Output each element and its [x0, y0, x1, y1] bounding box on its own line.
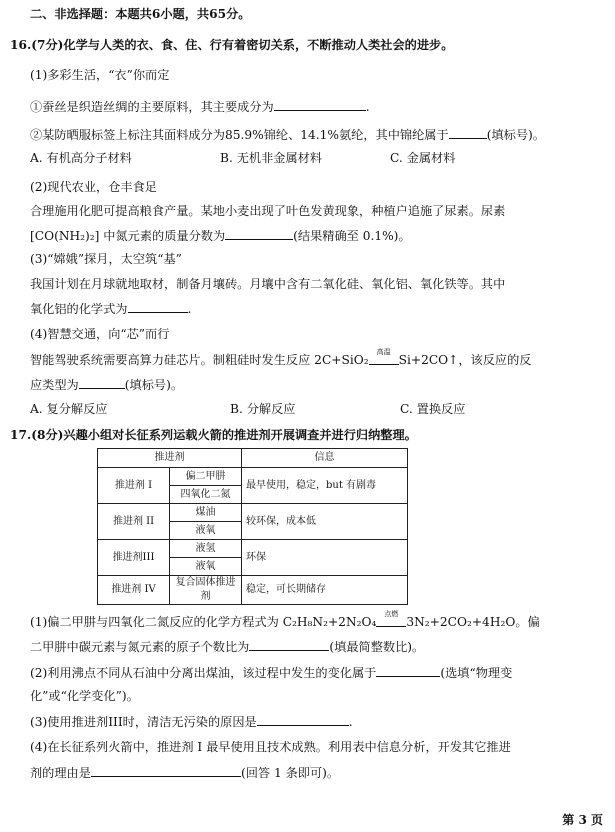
table-row: [98, 576, 408, 605]
propellant-name: 推进剂 II: [98, 504, 170, 540]
answer-blank[interactable]: [257, 713, 349, 726]
q16-p4-options: [30, 401, 603, 417]
answer-blank[interactable]: [225, 227, 293, 240]
propellant-info: 稳定，可长期储存: [242, 576, 408, 605]
answer-blank[interactable]: [376, 664, 440, 677]
table-row: [98, 468, 408, 486]
answer-blank[interactable]: [91, 764, 241, 777]
propellant-info: 最早使用，稳定，but 有剧毒: [242, 468, 408, 504]
option-a: A. 复分解反应: [30, 402, 108, 416]
page-number: 第 3 页: [562, 813, 603, 827]
table-header-row: [98, 449, 408, 468]
option-a: A. 有机高分子材料: [30, 151, 132, 165]
q16-p4-line2: 应类型为 (填标号)。: [30, 378, 184, 392]
propellant-item: 煤油: [170, 504, 242, 522]
q17-header: 17.(8分)兴趣小组对长征系列运载火箭的推进剂开展调查并进行归纳整理。: [10, 428, 417, 442]
q17-q2-line2: 化”或“化学变化”)。: [30, 689, 139, 703]
propellant-info: 环保: [242, 540, 408, 576]
answer-blank[interactable]: [274, 98, 366, 111]
reaction-arrow: 点燃: [376, 614, 406, 630]
option-b: B. 分解反应: [230, 402, 296, 416]
propellant-info: 较环保，成本低: [242, 504, 408, 540]
propellant-item: 液氢: [170, 540, 242, 558]
propellant-item: 液氧: [170, 522, 242, 540]
table-row: [98, 504, 408, 522]
q16-header: 16.(7分)化学与人类的衣、食、住、行有着密切关系，不断推动人类社会的进步。: [10, 38, 454, 52]
propellant-item: 复合固体推进剂: [170, 576, 242, 605]
table-row: [98, 540, 408, 558]
q16-p1-title: (1)多彩生活，“衣”你而定: [30, 68, 170, 82]
section-title: 二、非选择题：本题共6小题，共65分。: [30, 7, 251, 21]
q17-q2-line1: (2)利用沸点不同从石油中分离出煤油，该过程中发生的变化属于 (选填“物理变: [30, 666, 513, 680]
q17-q4-line2: 剂的理由是 (回答 1 条即可)。: [30, 766, 340, 780]
q17-q1-line2: 二甲肼中碳元素与氮元素的原子个数比为 (填最简整数比)。: [30, 640, 425, 654]
table-header-info: 信息: [242, 449, 408, 468]
reaction-arrow: 高温: [369, 352, 399, 368]
q16-p3-line2: 氧化铝的化学式为 .: [30, 302, 192, 316]
q16-p1-options: [30, 150, 603, 166]
q16-p3-title: (3)“嫦娥”探月，太空筑“基”: [30, 252, 182, 266]
propellant-name: 推进剂 IV: [98, 576, 170, 605]
q16-p2-title: (2)现代农业，仓丰食足: [30, 180, 157, 194]
q17-q4-line1: (4)在长征系列火箭中，推进剂 I 最早使用且技术成熟。利用表中信息分析，开发其它推进: [30, 740, 511, 754]
option-b: B. 无机非金属材料: [220, 151, 323, 165]
propellant-table: [97, 448, 408, 605]
q16-p4-title: (4)智慧交通，向“芯”而行: [30, 327, 170, 341]
table-header-propellant: 推进剂: [98, 449, 242, 468]
propellant-item: 四氧化二氮: [170, 486, 242, 504]
propellant-item: 液氧: [170, 558, 242, 576]
q16-p4-line1: 智能驾驶系统需要高算力硅芯片。制粗硅时发生反应 2C+SiO₂ 高温 Si+2CO↑，该反应的反: [30, 348, 532, 367]
q17-q1-line1: (1)偏二甲肼与四氧化二氮反应的化学方程式为 C₂H₈N₂+2N₂O₄ 点燃 3N₂+2CO₂+4H₂O。偏: [30, 610, 540, 629]
q16-p2-line1: 合理施用化肥可提高粮食产量。某地小麦出现了叶色发黄现象，种植户追施了尿素。尿素: [30, 204, 506, 218]
q16-p1-q2: ②某防晒服标签上标注其面料成分为85.9%锦纶、14.1%氨纶，其中锦纶属于 (填标号)。: [30, 128, 545, 142]
answer-blank[interactable]: [249, 638, 329, 651]
answer-blank[interactable]: [128, 300, 188, 313]
answer-blank[interactable]: [449, 126, 487, 139]
option-c: C. 金属材料: [390, 151, 456, 165]
q16-p1-q1: ①蚕丝是织造丝绸的主要原料，其主要成分为 .: [30, 100, 370, 114]
propellant-name: 推进剂 I: [98, 468, 170, 504]
option-c: C. 置换反应: [400, 402, 466, 416]
q16-p3-line1: 我国计划在月球就地取材，制备月壤砖。月壤中含有二氧化硅、氧化铝、氧化铁等。其中: [30, 277, 506, 291]
propellant-item: 偏二甲肼: [170, 468, 242, 486]
q16-p2-line2: [CO(NH₂)₂] 中氮元素的质量分数为 (结果精确至 0.1%)。: [30, 229, 411, 243]
answer-blank[interactable]: [79, 376, 125, 389]
q17-q3: (3)使用推进剂III时，清洁无污染的原因是 .: [30, 715, 353, 729]
propellant-name: 推进剂III: [98, 540, 170, 576]
